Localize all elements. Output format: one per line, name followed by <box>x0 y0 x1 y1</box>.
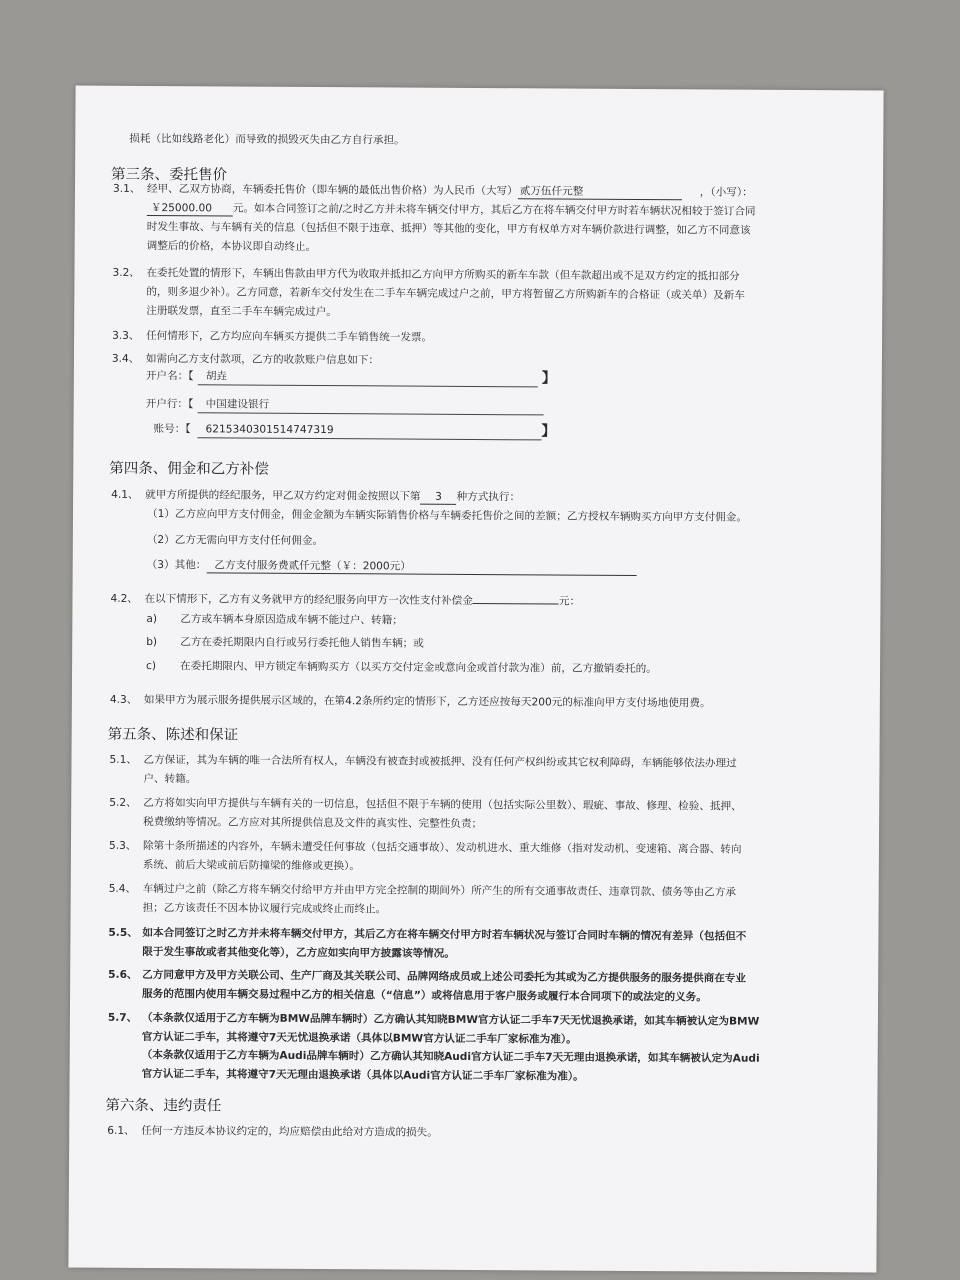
clause-3-2-line2: 的，则多退少补）。乙方同意，若新车交付发生在二手车车辆完成过户之前，甲方将暂留乙方所购新车的合格证（或关单）及新车 <box>146 285 745 302</box>
clause-5-7-line2: 官方认证二手车，其将遵守7天无忧退换承诺（具体以BMW官方认证二手车厂家标准为准）。 <box>141 1030 577 1046</box>
bracket-close: 】 <box>541 423 556 440</box>
case-a-mark: a) <box>146 612 158 626</box>
commission-option-3: （3）其他： 乙方支付服务费贰仟元整（￥：2000元） <box>147 558 637 576</box>
clause-6-1: 6.1、 任何一方违反本协议约定的，均应赔偿由此给对方造成的损失。 <box>107 1124 438 1139</box>
clause-5-1-line2: 户、转籍。 <box>143 772 197 786</box>
clause-5-7-line4: 官方认证二手车，其将遵守7天无理由退换承诺（具体以Audi官方认证二手车厂家标准为准）。 <box>141 1067 584 1083</box>
clause-3-4: 3.4、 如需向乙方支付款项，乙方的收款账户信息如下： <box>111 352 380 367</box>
clause-5-5-line2: 限于发生事故或者其他变化等），乙方应如实向甲方披露该等情况。 <box>142 945 455 960</box>
clause-5-2: 5.2、 乙方将如实向甲方提供与车辆有关的一切信息，包括但不限于车辆的使用（包括实际公里数）、瑕疵、事故、修理、检验、抵押、 <box>109 796 742 813</box>
case-c: 在委托期限内、甲方锁定车辆购买方（以买方交付定金或意向金或首付款为准）前，乙方撤销委托的。 <box>180 660 657 676</box>
bank-underline <box>198 412 544 415</box>
account-holder: 胡垚 <box>205 370 228 383</box>
clause-5-4: 5.4、 车辆过户之前（除乙方将车辆交付给甲方并由甲方完全控制的期间外）所产生的所有交通事故责任、违章罚款、债务等由乙方承 <box>108 882 736 899</box>
clause-5-6: 5.6、 乙方同意甲方及甲方关联公司、生产厂商及其关联公司、品牌网络成员或上述公司委托为其或为乙方提供服务的服务提供商在专业 <box>108 968 747 985</box>
clause-3-2: 3.2、 在委托处置的情形下，车辆出售款由甲方代为收取并抵扣乙方向甲方所购买的新车车款（但车款超出或不足双方约定的抵扣部分 <box>112 266 740 283</box>
bracket-close: 】 <box>541 370 556 387</box>
amount-digits: ￥25000.00 <box>147 201 233 217</box>
clause-3-1-line3: 时发生事故、与车辆有关的信息（包括但不限于违章、抵押）等其他的变化，甲方有权单方对车辆价款进行调整，如乙方不同意该 <box>146 220 751 237</box>
commission-option: 3 <box>421 490 457 505</box>
clause-5-2-line2: 税费缴纳等情况。乙方应对其所提供信息及文件的真实性、完整性负责； <box>143 815 483 831</box>
case-b-mark: b) <box>146 635 158 649</box>
clause-5-4-line2: 担；乙方该责任不因本协议履行完成或终止而终止。 <box>142 901 387 916</box>
account-holder-label: 开户名：【 <box>145 369 194 383</box>
clause-5-3: 5.3、 除第十条所描述的内容外，车辆未遭受任何事故（包括交通事故）、发动机进水、重大维修（指对发动机、变速箱、离合器、转向 <box>108 839 742 856</box>
commission-option-2: （2）乙方无需向甲方支付任何佣金。 <box>146 533 324 548</box>
amount-words: 贰万伍仟元整 <box>518 184 682 200</box>
clause-3-2-line3: 注册联发票，直至二手车车辆完成过户。 <box>146 304 337 319</box>
case-c-mark: c) <box>146 659 157 673</box>
account-number-underline <box>197 437 541 440</box>
article-5-title: 第五条、陈述和保证 <box>107 726 239 744</box>
clause-5-3-line2: 系统、前后大梁或前后防撞梁的维修或更换）。 <box>142 858 361 873</box>
clause-5-5: 5.5、 如本合同签订之时乙方并未将车辆交付甲方，其后乙方在将车辆交付甲方时若车辆状况与签订合同时车辆的情况有差异（包括但不 <box>108 926 747 943</box>
account-number: 6215340301514747319 <box>205 423 334 437</box>
clause-3-1-line2: ￥25000.00 元。如本合同签订之前/之时乙方并未将车辆交付甲方，其后乙方在将车辆交付甲方时若车辆状况相较于签订合同 <box>147 201 756 220</box>
compensation-blank <box>473 603 559 605</box>
clause-3-3: 3.3、 任何情形下，乙方均应向车辆买方提供二手车销售统一发票。 <box>112 329 433 344</box>
clause-4-3: 4.3、 如果甲方为展示服务提供展示区域的，在第4.2条所约定的情形下，乙方还应按每天200元的标准向甲方支付场地使用费。 <box>109 693 711 710</box>
commission-option-1: （1）乙方应向甲方支付佣金，佣金金额为车辆实际销售价格与车辆委托售价之间的差额；乙方授权车辆购买方向甲方支付佣金。 <box>146 507 748 524</box>
clause-5-7-line3: （本条款仅适用于乙方车辆为Audi品牌车辆时）乙方确认其知晓Audi官方认证二手车7天无理由退换承诺，如其车辆被认定为Audi <box>141 1048 760 1065</box>
case-b: 乙方在委托期限内自行或另行委托他人销售车辆；或 <box>180 636 424 650</box>
article-4-title: 第四条、佣金和乙方补偿 <box>109 460 269 478</box>
article-3-title: 第三条、委托售价 <box>111 166 228 184</box>
bank-name: 中国建设银行 <box>205 398 270 411</box>
account-number-label: 账号：【 <box>153 423 191 436</box>
clause-3-1-line4: 调整后的价格，本协议即自动终止。 <box>146 239 317 254</box>
account-holder-underline <box>198 384 538 387</box>
clause-4-1: 4.1、 就甲方所提供的经纪服务，甲乙双方约定对佣金按照以下第 3 种方式执行： <box>111 488 521 504</box>
clause-4-2: 4.2、 在以下情形下，乙方有义务就甲方的经纪服务向甲方一次性支付补偿金 元： <box>110 592 581 608</box>
contract-page <box>68 86 883 1273</box>
clause-5-7: 5.7、 （本条款仅适用于乙方车辆为BMW品牌车辆时）乙方确认其知晓BMW官方认证二手车7天无忧退换承诺，如其车辆被认定为BMW <box>107 1011 760 1028</box>
case-a: 乙方或车辆本身原因造成车辆不能过户、转籍； <box>180 613 403 627</box>
other-fee: 乙方支付服务费贰仟元整（￥：2000元） <box>206 558 636 576</box>
continued-text: 损耗（比如线路老化）而导致的损毁灭失由乙方自行承担。 <box>129 132 405 147</box>
clause-5-6-line2: 服务的范围内使用车辆交易过程中乙方的相关信息（“信息”）或将信息用于客户服务或履行本合同项下的或法定的义务。 <box>142 987 707 1004</box>
article-6-title: 第六条、违约责任 <box>105 1097 222 1115</box>
clause-5-1: 5.1、 乙方保证，其为车辆的唯一合法所有权人，车辆没有被查封或被抵押、没有任何产权纠纷或其它权利障碍，车辆能够依法办理过 <box>109 753 737 770</box>
bank-label: 开户行：【 <box>145 397 194 411</box>
clause-3-1: 3.1、 经甲、乙双方协商，车辆委托售价（即车辆的最低出售价格）为人民币（大写） 贰万伍仟元整 ，（小写）： <box>112 182 753 199</box>
